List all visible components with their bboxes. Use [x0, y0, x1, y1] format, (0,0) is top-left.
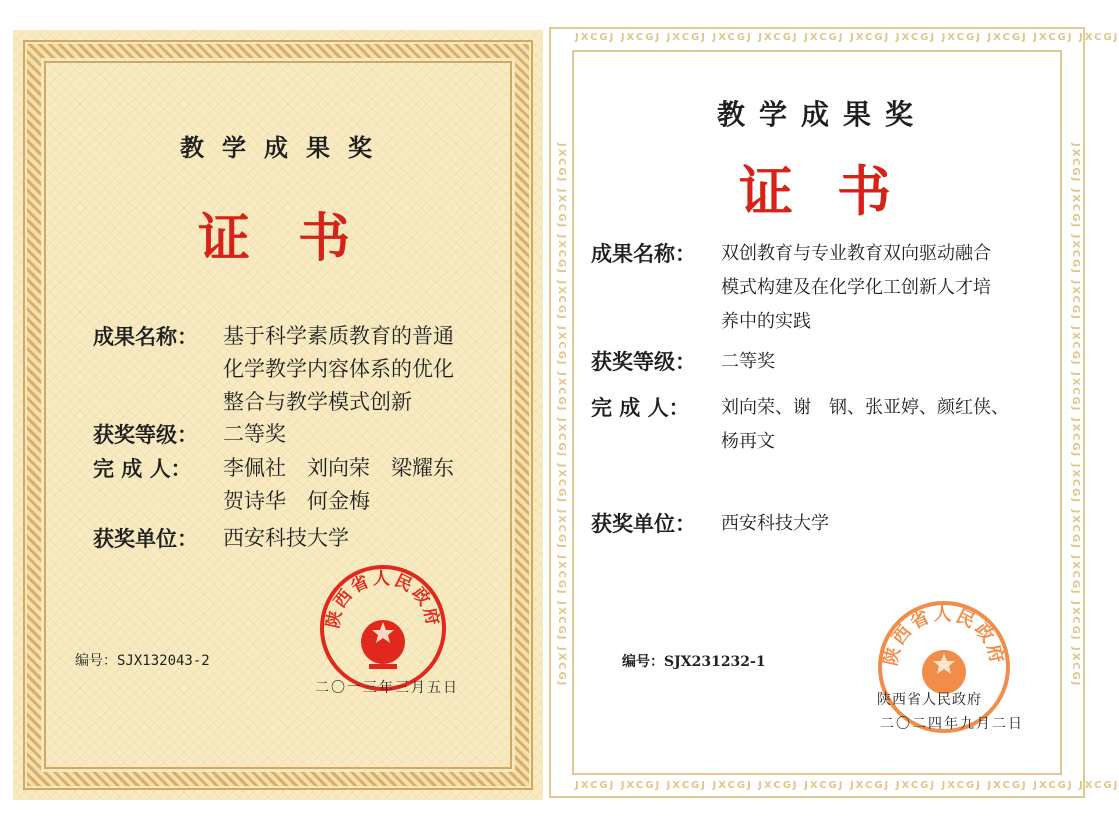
achievement-label: 成果名称：	[591, 241, 696, 266]
border-pattern-top: JXCGJ JXCGJ JXCGJ JXCGJ JXCGJ JXCGJ JXCGJ JXCGJ JXCGJ JXCGJ JXCGJ JXCGJ	[575, 32, 1119, 43]
border-pattern-right: JXCGJ JXCGJ JXCGJ JXCGJ JXCGJ JXCGJ JXCGJ JXCGJ JXCGJ JXCGJ JXCGJ JXCGJ	[1070, 142, 1081, 688]
unit-label: 获奖单位：	[93, 526, 198, 551]
certificate-left	[13, 30, 543, 800]
completers-value	[721, 391, 1051, 459]
completers-line: 李佩社 刘向荣 梁耀东	[223, 456, 454, 480]
achievement-line: 双创教育与专业教育双向驱动融合	[721, 243, 991, 264]
achievement-label: 成果名称：	[93, 324, 198, 349]
achievement-row	[591, 237, 1051, 339]
certificate-main-title: 证书	[739, 159, 935, 223]
achievement-line: 化学教学内容体系的优化	[223, 357, 454, 381]
certificate-serial-number: 编号：SJX231232-1	[622, 654, 766, 670]
completers-value	[223, 452, 495, 518]
certificate-main-title: 证书	[197, 208, 398, 269]
achievement-line: 整合与教学模式创新	[223, 390, 412, 414]
unit-label: 获奖单位：	[591, 511, 696, 536]
achievement-value	[223, 320, 495, 419]
level-row	[93, 418, 286, 451]
unit-value: 西安科技大学	[721, 513, 829, 534]
unit-value: 西安科技大学	[223, 526, 349, 550]
certificate-award-title: 教学成果奖	[716, 98, 927, 131]
level-value: 二等奖	[721, 351, 775, 372]
certificate-right	[547, 25, 1119, 800]
border-pattern-bottom: JXCGJ JXCGJ JXCGJ JXCGJ JXCGJ JXCGJ JXCGJ JXCGJ JXCGJ JXCGJ JXCGJ JXCGJ	[575, 780, 1119, 791]
completers-label: 完 成 人：	[93, 456, 192, 481]
level-row	[591, 345, 775, 379]
level-value: 二等奖	[223, 422, 286, 446]
completers-row	[591, 391, 1051, 459]
level-label: 获奖等级：	[591, 349, 696, 374]
completers-line: 贺诗华 何金梅	[223, 489, 370, 513]
seal-text: 陕西省人民政府	[880, 604, 1008, 668]
level-label: 获奖等级：	[93, 422, 198, 447]
achievement-line: 养中的实践	[721, 311, 811, 332]
government-seal-icon	[319, 564, 447, 692]
certificate-award-title: 教学成果奖	[180, 133, 390, 162]
achievement-line: 模式构建及在化学化工创新人才培	[721, 277, 991, 298]
achievement-line: 基于科学素质教育的普通	[223, 324, 454, 348]
seal-caption: 陕西省人民政府	[877, 692, 982, 708]
border-pattern-left: JXCGJ JXCGJ JXCGJ JXCGJ JXCGJ JXCGJ JXCGJ JXCGJ JXCGJ JXCGJ JXCGJ JXCGJ	[556, 142, 567, 688]
unit-row	[591, 507, 829, 541]
certificate-date: 二〇二四年九月二日	[880, 716, 1024, 732]
completers-row	[93, 452, 495, 518]
certificate-date: 二〇一三年三月五日	[315, 680, 459, 696]
achievement-row	[93, 320, 495, 419]
completers-line: 杨再文	[721, 431, 775, 452]
seal-text: 陕西省人民政府	[323, 569, 443, 630]
certificate-serial-number: 编号：SJX132043-2	[75, 653, 210, 669]
unit-row	[93, 522, 349, 555]
completers-label: 完 成 人：	[591, 395, 690, 420]
achievement-value	[721, 237, 1051, 339]
completers-line: 刘向荣、谢 钢、张亚婷、颜红侠、	[721, 397, 1009, 418]
